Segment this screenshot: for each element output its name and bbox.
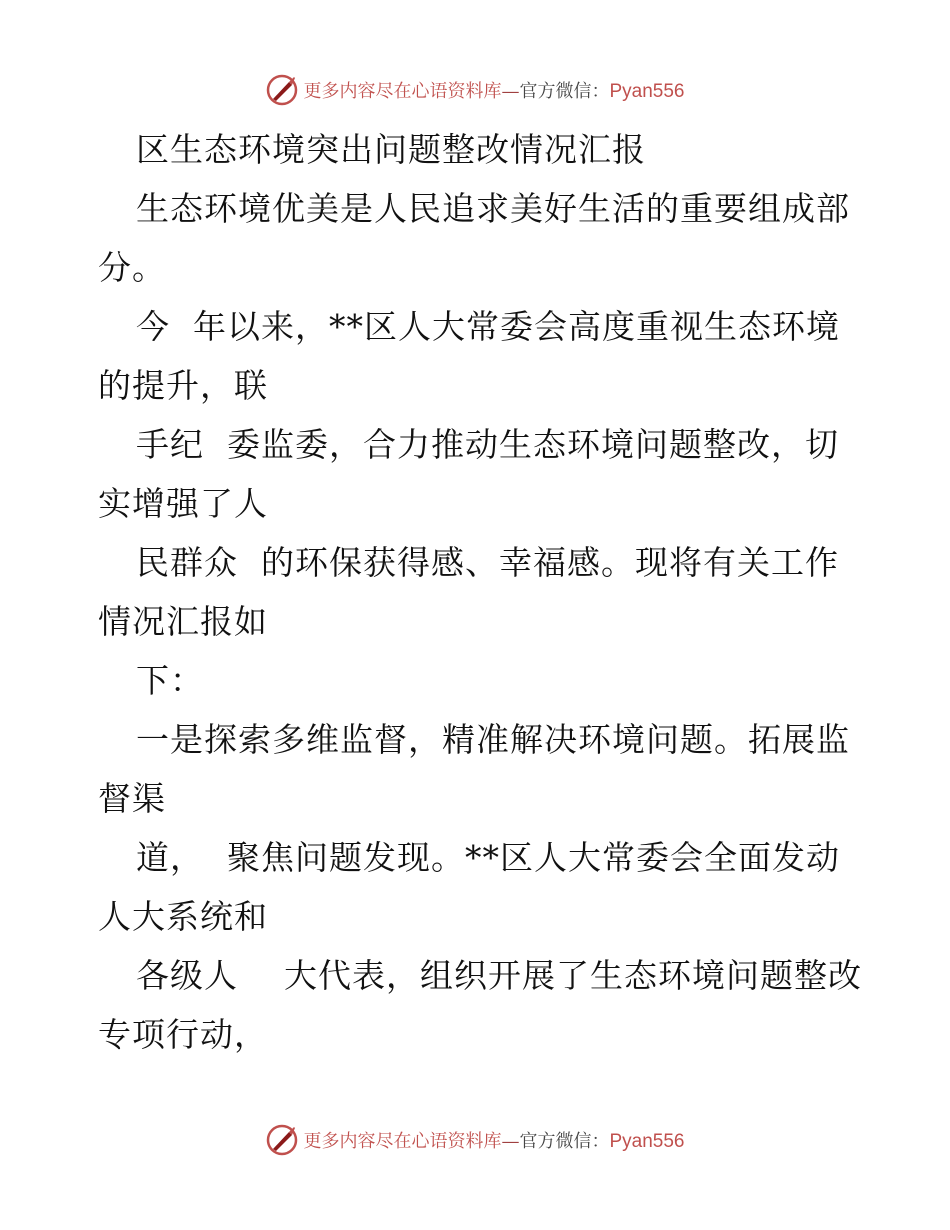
quill-pen-logo-icon (265, 73, 299, 107)
header-banner (0, 70, 950, 110)
paragraph-line: 督渠 (98, 779, 166, 818)
paragraph-line: 一是探索多维监督，精准解决环境问题。拓展监 (136, 720, 850, 759)
paragraph-line: 民群众 的环保获得感、幸福感。现将有关工作 (136, 543, 839, 582)
paragraph-line: 分。 (98, 248, 166, 287)
paragraph-line: 道， 聚焦问题发现。**区人大常委会全面发动 (136, 838, 840, 877)
banner-text (303, 1127, 684, 1153)
paragraph-line: 情况汇报如 (98, 602, 268, 641)
paragraph-line: 的提升，联 (98, 366, 268, 405)
paragraph-line: 各级人 大代表，组织开展了生态环境问题整改 (136, 956, 862, 995)
paragraph-line: 区生态环境突出问题整改情况汇报 (136, 130, 646, 169)
banner-title: 更多内容尽在心语资料库 (303, 1131, 502, 1152)
wechat-label: 官方微信： (519, 81, 610, 102)
paragraph-line: 生态环境优美是人民追求美好生活的重要组成部 (136, 189, 850, 228)
wechat-id: Pyan556 (609, 81, 685, 102)
banner-separator: — (501, 1131, 520, 1152)
banner-text (303, 77, 684, 103)
paragraph-line: 今 年以来，**区人大常委会高度重视生态环境 (136, 307, 840, 346)
banner-separator: — (501, 81, 520, 102)
paragraph-line: 专项行动， (98, 1015, 268, 1054)
banner-title: 更多内容尽在心语资料库 (303, 81, 502, 102)
wechat-label: 官方微信： (519, 1131, 610, 1152)
footer-banner (0, 1120, 950, 1160)
paragraph-line: 下： (136, 661, 204, 700)
quill-pen-logo-icon (265, 1123, 299, 1157)
paragraph-line: 手纪 委监委，合力推动生态环境问题整改，切 (136, 425, 839, 464)
paragraph-line: 人大系统和 (98, 897, 268, 936)
wechat-id: Pyan556 (609, 1131, 685, 1152)
paragraph-line: 实增强了人 (98, 484, 268, 523)
document-body (98, 120, 862, 1064)
